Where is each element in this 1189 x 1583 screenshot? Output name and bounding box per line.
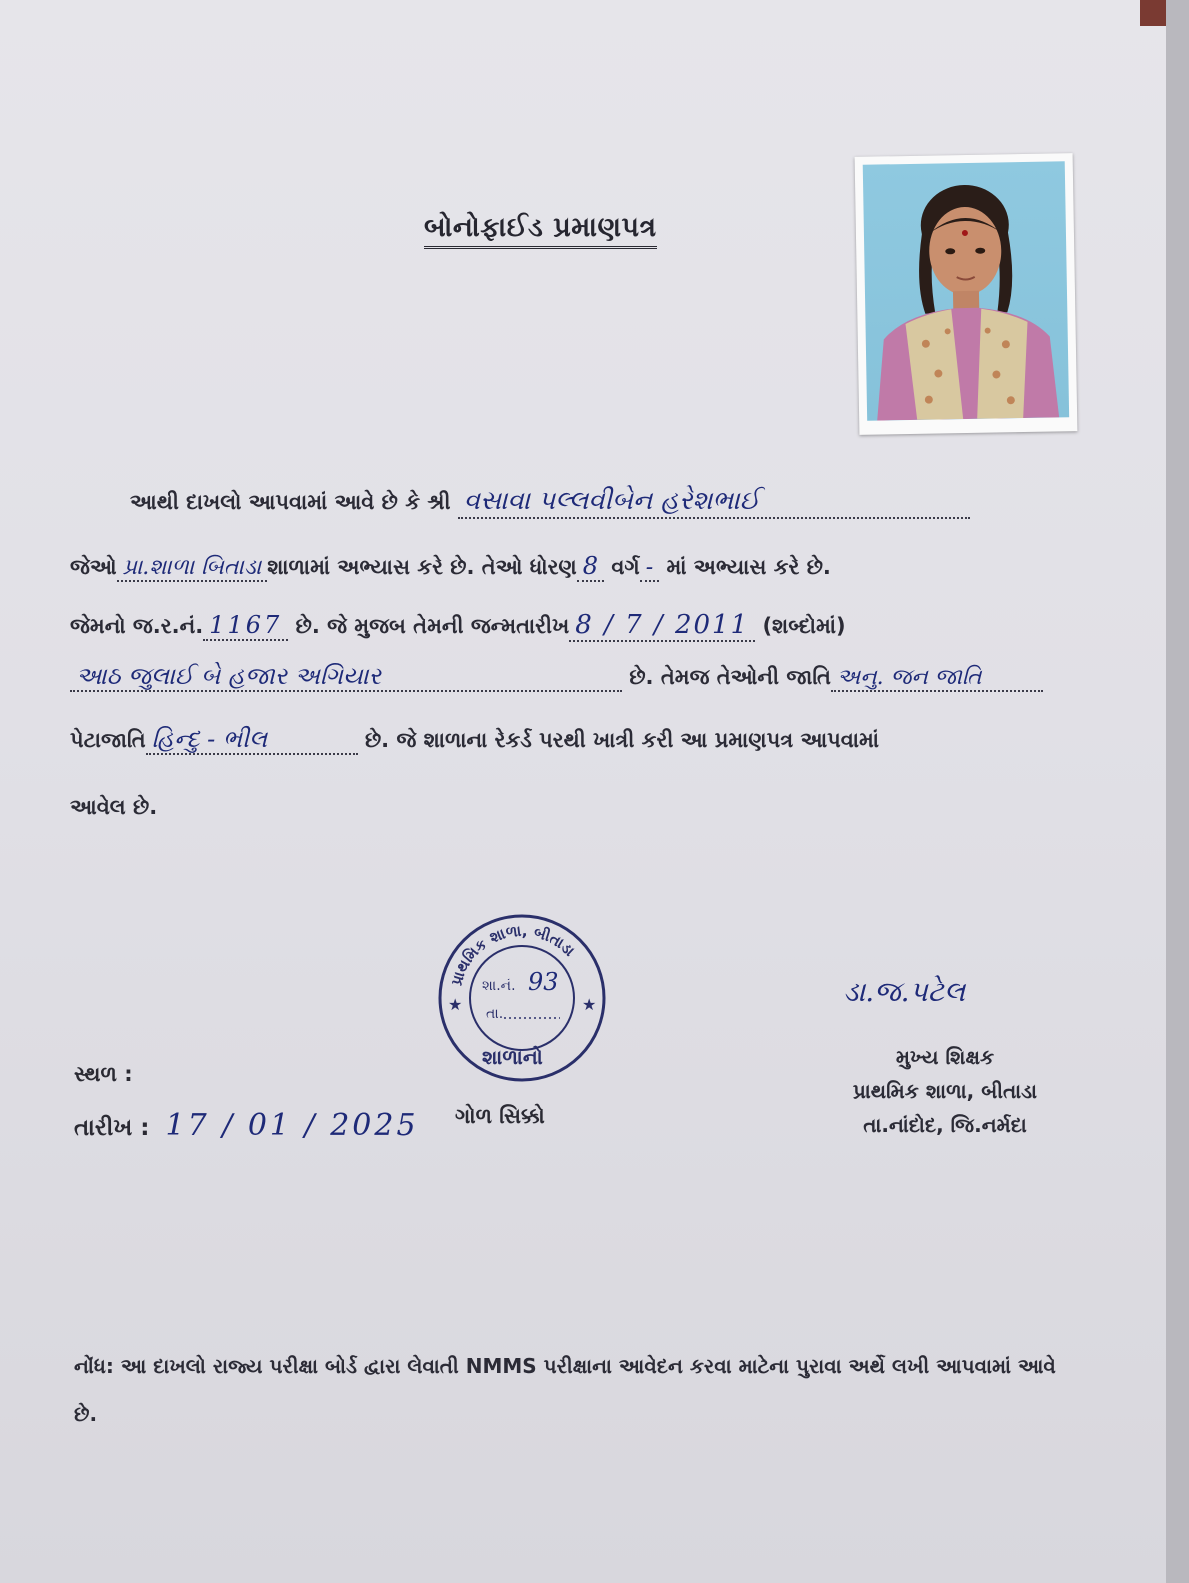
student-name-field: વસાવા પલ્લવીબેન હરેશભાઈ <box>458 486 970 519</box>
body-line-6: આવેલ છે. <box>70 795 158 819</box>
stamp-no-value: 93 <box>528 968 559 996</box>
headmaster-signature: ડા.જ.પટેલ <box>843 975 966 1008</box>
gr-number-field: 1167 <box>203 611 288 641</box>
footer-note: નોંધ: આ દાખલો રાજ્ય પરીક્ષા બોર્ડ દ્વારા લેવાતી NMMS પરીક્ષાના આવેદન કરવા માટેના પુરાવા અર્થે લખી આપવામાં આવે છે. <box>74 1354 1056 1426</box>
body-line-2: જેઓ પ્રા.શાળા બિતાડા શાળામાં અભ્યાસ કરે છે. તેઓ ધોરણ 8 વર્ગ - માં અભ્યાસ કરે છે. <box>70 552 831 580</box>
background-corner <box>1140 0 1166 26</box>
subcaste-field: હિન્દુ - ભીલ <box>146 725 358 755</box>
stamp-no-label: શા.નં. <box>482 978 516 994</box>
dob-words-field: આઠ જુલાઈ બે હજાર અગિયાર <box>70 662 622 692</box>
date-label: તારીખ : <box>74 1115 150 1141</box>
signatory-school: પ્રાથમિક શાળા, બીતાડા <box>852 1079 1038 1103</box>
student-photo <box>855 153 1078 435</box>
student-portrait-icon <box>863 161 1069 420</box>
caste-field: અનુ. જન જાતિ <box>831 665 1043 692</box>
intro-text: આથી દાખલો આપવામાં આવે છે કે શ્રી <box>130 490 451 514</box>
division-field: - <box>640 555 659 582</box>
seal-label: ગોળ સિક્કો <box>455 1104 545 1128</box>
svg-text:★: ★ <box>448 995 463 1014</box>
svg-text:★: ★ <box>582 995 597 1014</box>
body-line-5: પેટાજાતિ હિન્દુ - ભીલ છે. જે શાળાના રેકર્ડ પરથી ખાત્રી કરી આ પ્રમાણપત્ર આપવામાં <box>70 725 879 753</box>
body-line-1 <box>130 486 970 519</box>
school-stamp <box>436 914 608 1082</box>
signature-block <box>820 1040 1070 1142</box>
date-row <box>74 1108 419 1143</box>
place-label: સ્થળ : <box>74 1062 133 1086</box>
standard-field: 8 <box>577 552 604 582</box>
stamp-ring-text: પ્રાથમિક શાળા, બીતાડા <box>447 921 579 988</box>
body-line-3: જેમનો જ.ર.નં. 1167 છે. જે મુજબ તેમની જન્મતારીખ 8 / 7 / 2011 (શબ્દોમાં) <box>70 610 846 640</box>
date-value: 17 / 01 / 2025 <box>165 1108 419 1143</box>
stamp-ta-label: તા. <box>486 1006 504 1022</box>
body-line-4: આઠ જુલાઈ બે હજાર અગિયાર છે. તેમજ તેઓની જાતિ અનુ. જન જાતિ <box>70 662 1043 692</box>
dob-field: 8 / 7 / 2011 <box>569 610 755 642</box>
signatory-location: તા.નાંદોદ, જિ.નર્મદા <box>863 1113 1027 1137</box>
certificate-title: બોનોફાઈડ પ્રમાણપત્ર <box>424 212 657 249</box>
round-seal-icon <box>436 914 608 1082</box>
signatory-role: મુખ્ય શિક્ષક <box>895 1045 995 1069</box>
school-name-field: પ્રા.શાળા બિતાડા <box>117 555 268 582</box>
stamp-bottom-text: શાળાનો <box>482 1045 543 1069</box>
